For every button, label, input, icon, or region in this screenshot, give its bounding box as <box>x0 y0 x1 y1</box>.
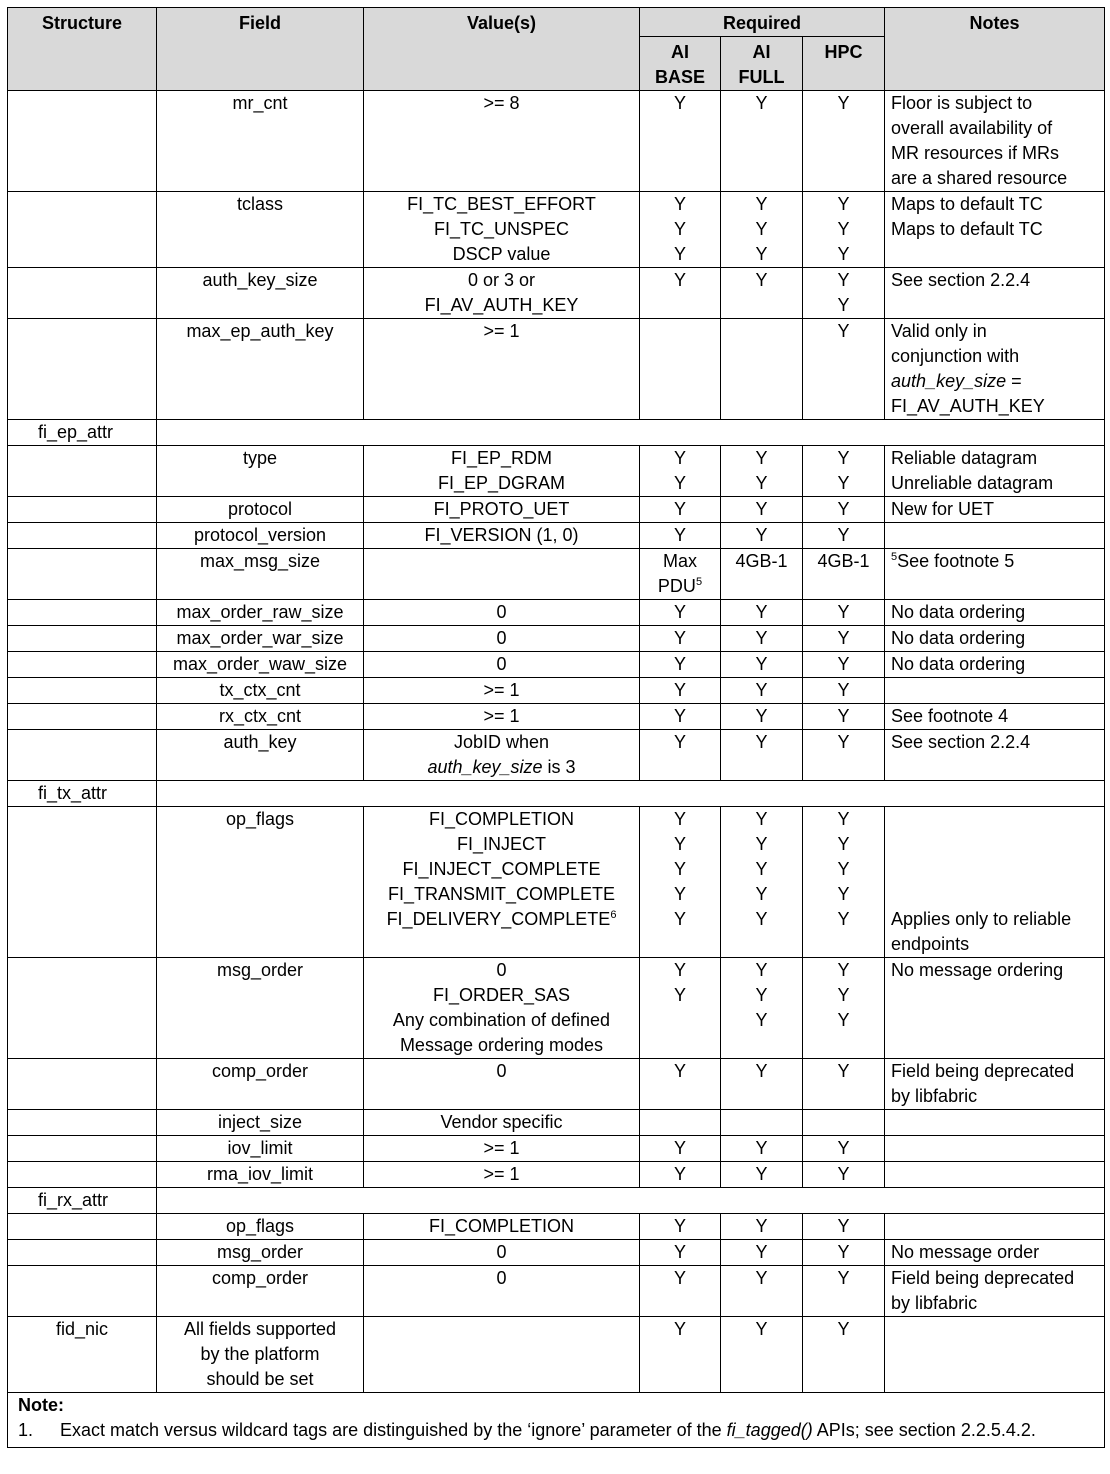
ai-base-cell: Y <box>640 704 721 730</box>
value-cell: >= 8 <box>364 91 640 192</box>
header-hpc: HPC <box>803 37 885 91</box>
structure-cell: fid_nic <box>8 1317 157 1393</box>
ai-base-cell: Y <box>640 730 721 781</box>
structure-cell: fi_tx_attr <box>8 781 157 807</box>
field-cell: op_flags <box>157 1214 364 1240</box>
value-cell: 0 <box>364 1266 640 1317</box>
table-row <box>8 730 1105 781</box>
table-row <box>8 1136 1105 1162</box>
notes-cell: Applies only to reliable endpoints <box>885 807 1105 958</box>
field-cell: auth_key <box>157 730 364 781</box>
field-cell: max_order_raw_size <box>157 600 364 626</box>
table-row <box>8 704 1105 730</box>
ai-full-cell: Y <box>721 1266 803 1317</box>
field-cell: mr_cnt <box>157 91 364 192</box>
value-cell: FI_COMPLETION FI_INJECT FI_INJECT_COMPLETE FI_TRANSMIT_COMPLETE FI_DELIVERY_COMPLETE$^6$ <box>364 807 640 958</box>
ai-base-cell: Y Y <box>640 958 721 1059</box>
notes-cell: No data ordering <box>885 600 1105 626</box>
ai-full-cell: Y Y <box>721 446 803 497</box>
hpc-cell: Y <box>803 652 885 678</box>
field-cell: tclass <box>157 192 364 268</box>
value-cell: 0 <box>364 1059 640 1110</box>
ai-full-cell: Y <box>721 1317 803 1393</box>
ai-base-cell: Y <box>640 678 721 704</box>
table-row <box>8 1214 1105 1240</box>
hpc-cell: Y <box>803 1317 885 1393</box>
table-row <box>8 1059 1105 1110</box>
notes-cell: New for UET <box>885 497 1105 523</box>
value-cell: FI_PROTO_UET <box>364 497 640 523</box>
header-ai-base: AI BASE <box>640 37 721 91</box>
section-row <box>8 420 1105 446</box>
table-row <box>8 1162 1105 1188</box>
ai-full-cell: Y <box>721 1214 803 1240</box>
value-cell: FI_TC_BEST_EFFORT FI_TC_UNSPEC DSCP value <box>364 192 640 268</box>
hpc-cell: Y <box>803 704 885 730</box>
notes-cell: Floor is subject to overall availability of MR resources if MRs are a shared resource <box>885 91 1105 192</box>
hpc-cell: Y Y Y <box>803 192 885 268</box>
hpc-cell: 4GB-1 <box>803 549 885 600</box>
ai-base-cell: Y <box>640 497 721 523</box>
value-cell: FI_VERSION (1, 0) <box>364 523 640 549</box>
field-cell: msg_order <box>157 1240 364 1266</box>
ai-full-cell: Y <box>721 1136 803 1162</box>
field-cell: All fields supported by the platform should be set <box>157 1317 364 1393</box>
ai-full-cell: Y <box>721 268 803 319</box>
ai-full-cell: Y <box>721 91 803 192</box>
ai-full-cell: Y <box>721 626 803 652</box>
note-cell <box>8 1393 1105 1448</box>
notes-cell: No data ordering <box>885 652 1105 678</box>
field-cell: rx_ctx_cnt <box>157 704 364 730</box>
value-cell: 0 <box>364 652 640 678</box>
table-row <box>8 678 1105 704</box>
ai-base-cell: Y <box>640 1317 721 1393</box>
table-row <box>8 1110 1105 1136</box>
ai-full-cell: Y <box>721 730 803 781</box>
ai-base-cell: Y <box>640 1214 721 1240</box>
field-cell: comp_order <box>157 1266 364 1317</box>
hpc-cell: Y <box>803 730 885 781</box>
value-cell: 0 <box>364 600 640 626</box>
note-item: 1. Exact match versus wildcard tags are distinguished by the ‘ignore’ parameter of the fi_tagged() APIs; see section 2.2.5.4.2. <box>18 1420 1036 1440</box>
table-row <box>8 549 1105 600</box>
field-cell: inject_size <box>157 1110 364 1136</box>
notes-cell: No message ordering <box>885 958 1105 1059</box>
field-cell: iov_limit <box>157 1136 364 1162</box>
hpc-cell: Y Y <box>803 446 885 497</box>
ai-base-cell: Y Y <box>640 446 721 497</box>
header-required: Required <box>640 8 885 37</box>
hpc-cell: Y Y <box>803 268 885 319</box>
table-row <box>8 1266 1105 1317</box>
structure-cell: fi_rx_attr <box>8 1188 157 1214</box>
field-cell: max_ep_auth_key <box>157 319 364 420</box>
table-row <box>8 91 1105 192</box>
header-field: Field <box>157 8 364 91</box>
field-cell: auth_key_size <box>157 268 364 319</box>
header-values: Value(s) <box>364 8 640 91</box>
ai-full-cell: Y Y Y <box>721 958 803 1059</box>
field-cell: type <box>157 446 364 497</box>
hpc-cell: Y <box>803 600 885 626</box>
notes-cell: Valid only in conjunction with auth_key_size = FI_AV_AUTH_KEY <box>885 319 1105 420</box>
ai-full-cell: Y <box>721 1162 803 1188</box>
ai-full-cell: 4GB-1 <box>721 549 803 600</box>
note-row <box>8 1393 1105 1448</box>
notes-cell: See section 2.2.4 <box>885 730 1105 781</box>
field-cell: protocol <box>157 497 364 523</box>
field-cell: msg_order <box>157 958 364 1059</box>
notes-cell: Reliable datagram Unreliable datagram <box>885 446 1105 497</box>
field-cell: rma_iov_limit <box>157 1162 364 1188</box>
table-row <box>8 626 1105 652</box>
ai-full-cell: Y <box>721 1059 803 1110</box>
notes-cell: Maps to default TC Maps to default TC <box>885 192 1105 268</box>
value-cell: >= 1 <box>364 319 640 420</box>
structure-cell: fi_ep_attr <box>8 420 157 446</box>
notes-cell: No message order <box>885 1240 1105 1266</box>
hpc-cell: Y <box>803 1266 885 1317</box>
field-cell: max_order_waw_size <box>157 652 364 678</box>
notes-cell: See footnote 4 <box>885 704 1105 730</box>
notes-cell: Field being deprecated by libfabric <box>885 1059 1105 1110</box>
ai-full-cell: Y <box>721 704 803 730</box>
ai-full-cell: Y <box>721 652 803 678</box>
ai-base-cell: Y <box>640 1266 721 1317</box>
value-cell: >= 1 <box>364 704 640 730</box>
hpc-cell: Y <box>803 1240 885 1266</box>
value-cell: >= 1 <box>364 678 640 704</box>
ai-full-cell: Y <box>721 678 803 704</box>
field-cell: tx_ctx_cnt <box>157 678 364 704</box>
value-cell: 0 or 3 or FI_AV_AUTH_KEY <box>364 268 640 319</box>
table-row <box>8 652 1105 678</box>
field-cell: max_order_war_size <box>157 626 364 652</box>
hpc-cell: Y Y Y <box>803 958 885 1059</box>
value-cell: FI_COMPLETION <box>364 1214 640 1240</box>
value-cell: 0 <box>364 626 640 652</box>
ai-full-cell: Y <box>721 1240 803 1266</box>
notes-cell: $^5$See footnote 5 <box>885 549 1105 600</box>
table-row <box>8 807 1105 958</box>
table-row <box>8 268 1105 319</box>
value-cell: 0 FI_ORDER_SAS Any combination of defined Message ordering modes <box>364 958 640 1059</box>
notes-cell: Field being deprecated by libfabric <box>885 1266 1105 1317</box>
ai-base-cell: Y <box>640 1240 721 1266</box>
ai-base-cell: Y <box>640 626 721 652</box>
value-cell: >= 1 <box>364 1136 640 1162</box>
field-cell: comp_order <box>157 1059 364 1110</box>
hpc-cell: Y <box>803 1162 885 1188</box>
header-structure: Structure <box>8 8 157 91</box>
ai-base-cell: Y <box>640 1162 721 1188</box>
hpc-cell: Y <box>803 678 885 704</box>
value-cell: 0 <box>364 1240 640 1266</box>
ai-base-cell: Y Y Y <box>640 192 721 268</box>
ai-base-cell: Y <box>640 268 721 319</box>
ai-full-cell: Y Y Y <box>721 192 803 268</box>
table-row <box>8 958 1105 1059</box>
hpc-cell: Y Y Y Y Y <box>803 807 885 958</box>
ai-base-cell: Y <box>640 1059 721 1110</box>
ai-full-cell: Y <box>721 523 803 549</box>
table-row <box>8 523 1105 549</box>
ai-base-cell: Y <box>640 523 721 549</box>
notes-cell: No data ordering <box>885 626 1105 652</box>
field-cell: max_msg_size <box>157 549 364 600</box>
table-row <box>8 1317 1105 1393</box>
value-cell: >= 1 <box>364 1162 640 1188</box>
header-ai-full: AI FULL <box>721 37 803 91</box>
hpc-cell: Y <box>803 1136 885 1162</box>
ai-base-cell: Y Y Y Y Y <box>640 807 721 958</box>
ai-full-cell: Y <box>721 600 803 626</box>
ai-full-cell: Y Y Y Y Y <box>721 807 803 958</box>
table-row <box>8 497 1105 523</box>
section-row <box>8 781 1105 807</box>
table-row <box>8 192 1105 268</box>
hpc-cell: Y <box>803 1059 885 1110</box>
ai-base-cell: Y <box>640 1136 721 1162</box>
ai-full-cell: Y <box>721 497 803 523</box>
header-row <box>8 8 1105 37</box>
hpc-cell: Y <box>803 91 885 192</box>
hpc-cell: Y <box>803 319 885 420</box>
spec-table <box>7 7 1105 1448</box>
hpc-cell: Y <box>803 1214 885 1240</box>
ai-base-cell: Y <box>640 91 721 192</box>
table-row <box>8 446 1105 497</box>
ai-base-cell: Max PDU$^5$ <box>640 549 721 600</box>
table-row <box>8 1240 1105 1266</box>
table-row <box>8 600 1105 626</box>
hpc-cell: Y <box>803 523 885 549</box>
field-cell: op_flags <box>157 807 364 958</box>
hpc-cell: Y <box>803 497 885 523</box>
header-notes: Notes <box>885 8 1105 91</box>
value-cell: FI_EP_RDM FI_EP_DGRAM <box>364 446 640 497</box>
ai-base-cell: Y <box>640 600 721 626</box>
note-title: Note: <box>18 1395 64 1415</box>
ai-base-cell: Y <box>640 652 721 678</box>
hpc-cell: Y <box>803 626 885 652</box>
table-row <box>8 319 1105 420</box>
value-cell: Vendor specific <box>364 1110 640 1136</box>
notes-cell: See section 2.2.4 <box>885 268 1105 319</box>
value-cell: JobID when auth_key_size is 3 <box>364 730 640 781</box>
field-cell: protocol_version <box>157 523 364 549</box>
section-row <box>8 1188 1105 1214</box>
